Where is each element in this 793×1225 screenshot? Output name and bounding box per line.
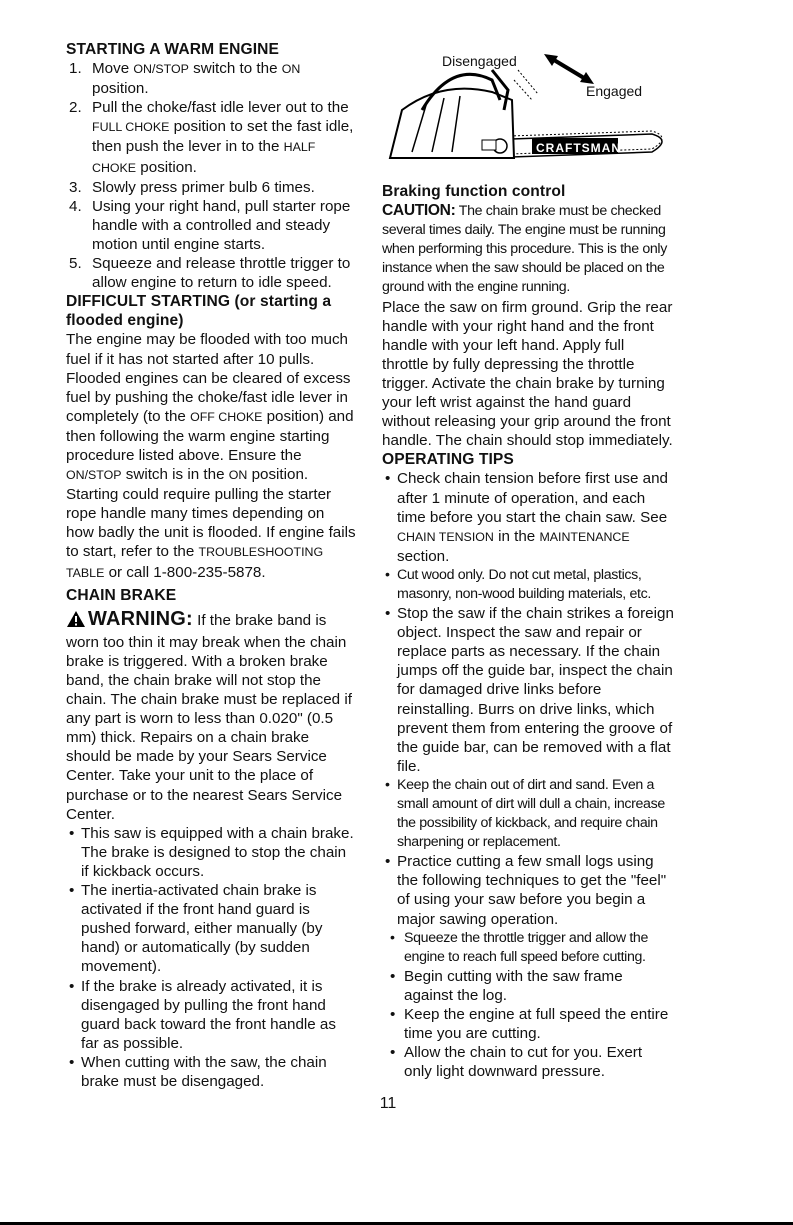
label-disengaged: Disengaged (442, 53, 517, 69)
list-item: • Keep the engine at full speed the entire time you are cutting. (382, 1005, 674, 1043)
heading-chain-brake: CHAIN BRAKE (66, 586, 177, 604)
heading-operating-tips: OPERATING TIPS (382, 451, 514, 469)
list-item: • Cut wood only. Do not cut metal, plastics, masonry, non-wood building materials, etc. (382, 566, 674, 604)
chainsaw-drawing (382, 40, 682, 172)
warning-block: WARNING: If the brake band is worn too thin it may break when the chain brake is triggered. With a broken brake band, the chain brake will not stop the chain. The chain brake must be replaced if any part is worn to less than 0.020" (0.5 mm) thick. Repairs on a chain brake should be made by your Sears Service Center. Take your unit to the place of purchase or to the nearest Sears Service Center. (66, 607, 352, 823)
practice-sub-list (382, 929, 674, 1082)
heading-warm-engine: STARTING A WARM ENGINE (66, 41, 279, 58)
list-item: • Practice cutting a few small logs using the following techniques to get the "feel" of using your saw before you begin a major sawing operation. (382, 852, 674, 928)
heading-difficult-starting: DIFFICULT STARTING (or starting a flooded engine) (66, 293, 332, 330)
list-item: • The inertia-activated chain brake is activated if the front hand guard is pushed forward, either manually (by hand) or automatically (by sudden movement). (66, 881, 356, 976)
list-item: • If the brake is already activated, it is disengaged by pulling the front hand guard back toward the front handle as far as possible. (66, 977, 356, 1053)
step-3: 3. Slowly press primer bulb 6 times. (69, 178, 315, 196)
difficult-para-3: Starting could require pulling the starter rope handle many times depending on how badly the unit is flooded. If engine fails to start, refer to the TROUBLESHOOTING TABLE or call 1-800-235-5878. (66, 486, 356, 581)
step-2: 2. Pull the choke/fast idle lever out to the FULL CHOKE position to set the fast idle, then push the lever in to the HALF CHOKE position. (69, 99, 354, 176)
list-item: • Squeeze the throttle trigger and allow the engine to reach full speed before cutting. (382, 929, 674, 967)
heading-braking-function: Braking function control (382, 183, 566, 200)
list-item: • Stop the saw if the chain strikes a foreign object. Inspect the saw and repair or replace parts as necessary. If the chain jumps off the guide bar, inspect the chain for damaged drive links before reinstalling. Burrs on drive links, which prevent them from entering the groove of the guide bar, can be removed with a flat file. (382, 604, 674, 776)
caution-label: CAUTION: (382, 202, 456, 220)
list-item: • Allow the chain to cut for you. Exert only light downward pressure. (382, 1043, 674, 1081)
braking-para: Place the saw on firm ground. Grip the rear handle with your right hand and the front handle with your left hand. Apply full throttle by fully depressing the throttle trigger. Activate the chain brake by turning your left wrist against the hand guard without releasing your grip around the front handle. The chain should stop immediately. (382, 298, 673, 450)
page-number: 11 (379, 1095, 397, 1112)
chainsaw-brake-illustration (382, 40, 682, 172)
warning-label: WARNING: (88, 607, 193, 630)
list-item: • Begin cutting with the saw frame against the log. (382, 967, 674, 1005)
left-column (66, 40, 356, 1091)
step-5: 5. Squeeze and release throttle trigger to allow engine to return to idle speed. (69, 255, 351, 292)
step-1: 1. Move ON/STOP switch to the ON position. (69, 60, 301, 98)
list-item: • Keep the chain out of dirt and sand. Even a small amount of dirt will dull a chain, increase the possibility of kickback, and require chain sharpening or replacement. (382, 776, 674, 852)
warning-triangle-icon (66, 610, 86, 633)
difficult-para-2: Flooded engines can be cleared of excess fuel by pushing the choke/fast idle lever in completely (to the OFF CHOKE position) and then following the warm engine starting procedure listed above. Ensure the ON/STOP switch is in the ON position. (66, 369, 354, 484)
chain-brake-bullets (66, 824, 356, 1091)
brand-logo: CRAFTSMAN (536, 141, 621, 155)
warm-engine-steps (66, 59, 356, 292)
list-item: • Check chain tension before first use and after 1 minute of operation, and each time before you start the chain saw. See CHAIN TENSION in the MAINTENANCE section. (382, 469, 674, 565)
right-column (382, 40, 674, 1081)
step-4: 4. Using your right hand, pull starter rope handle with a controlled and steady motion until engine starts. (69, 197, 351, 253)
list-item: • This saw is equipped with a chain brake. The brake is designed to stop the chain if kickback occurs. (66, 824, 356, 881)
list-item: • When cutting with the saw, the chain brake must be disengaged. (66, 1053, 356, 1091)
label-engaged: Engaged (586, 83, 643, 99)
caution-block: CAUTION: The chain brake must be checked several times daily. The engine must be running when performing this procedure. This is the only instance when the saw should be placed on the ground with the engine running. (382, 202, 667, 296)
operating-tips-list (382, 469, 674, 928)
difficult-para-1: The engine may be flooded with too much fuel if it has not started after 10 pulls. (66, 331, 348, 368)
